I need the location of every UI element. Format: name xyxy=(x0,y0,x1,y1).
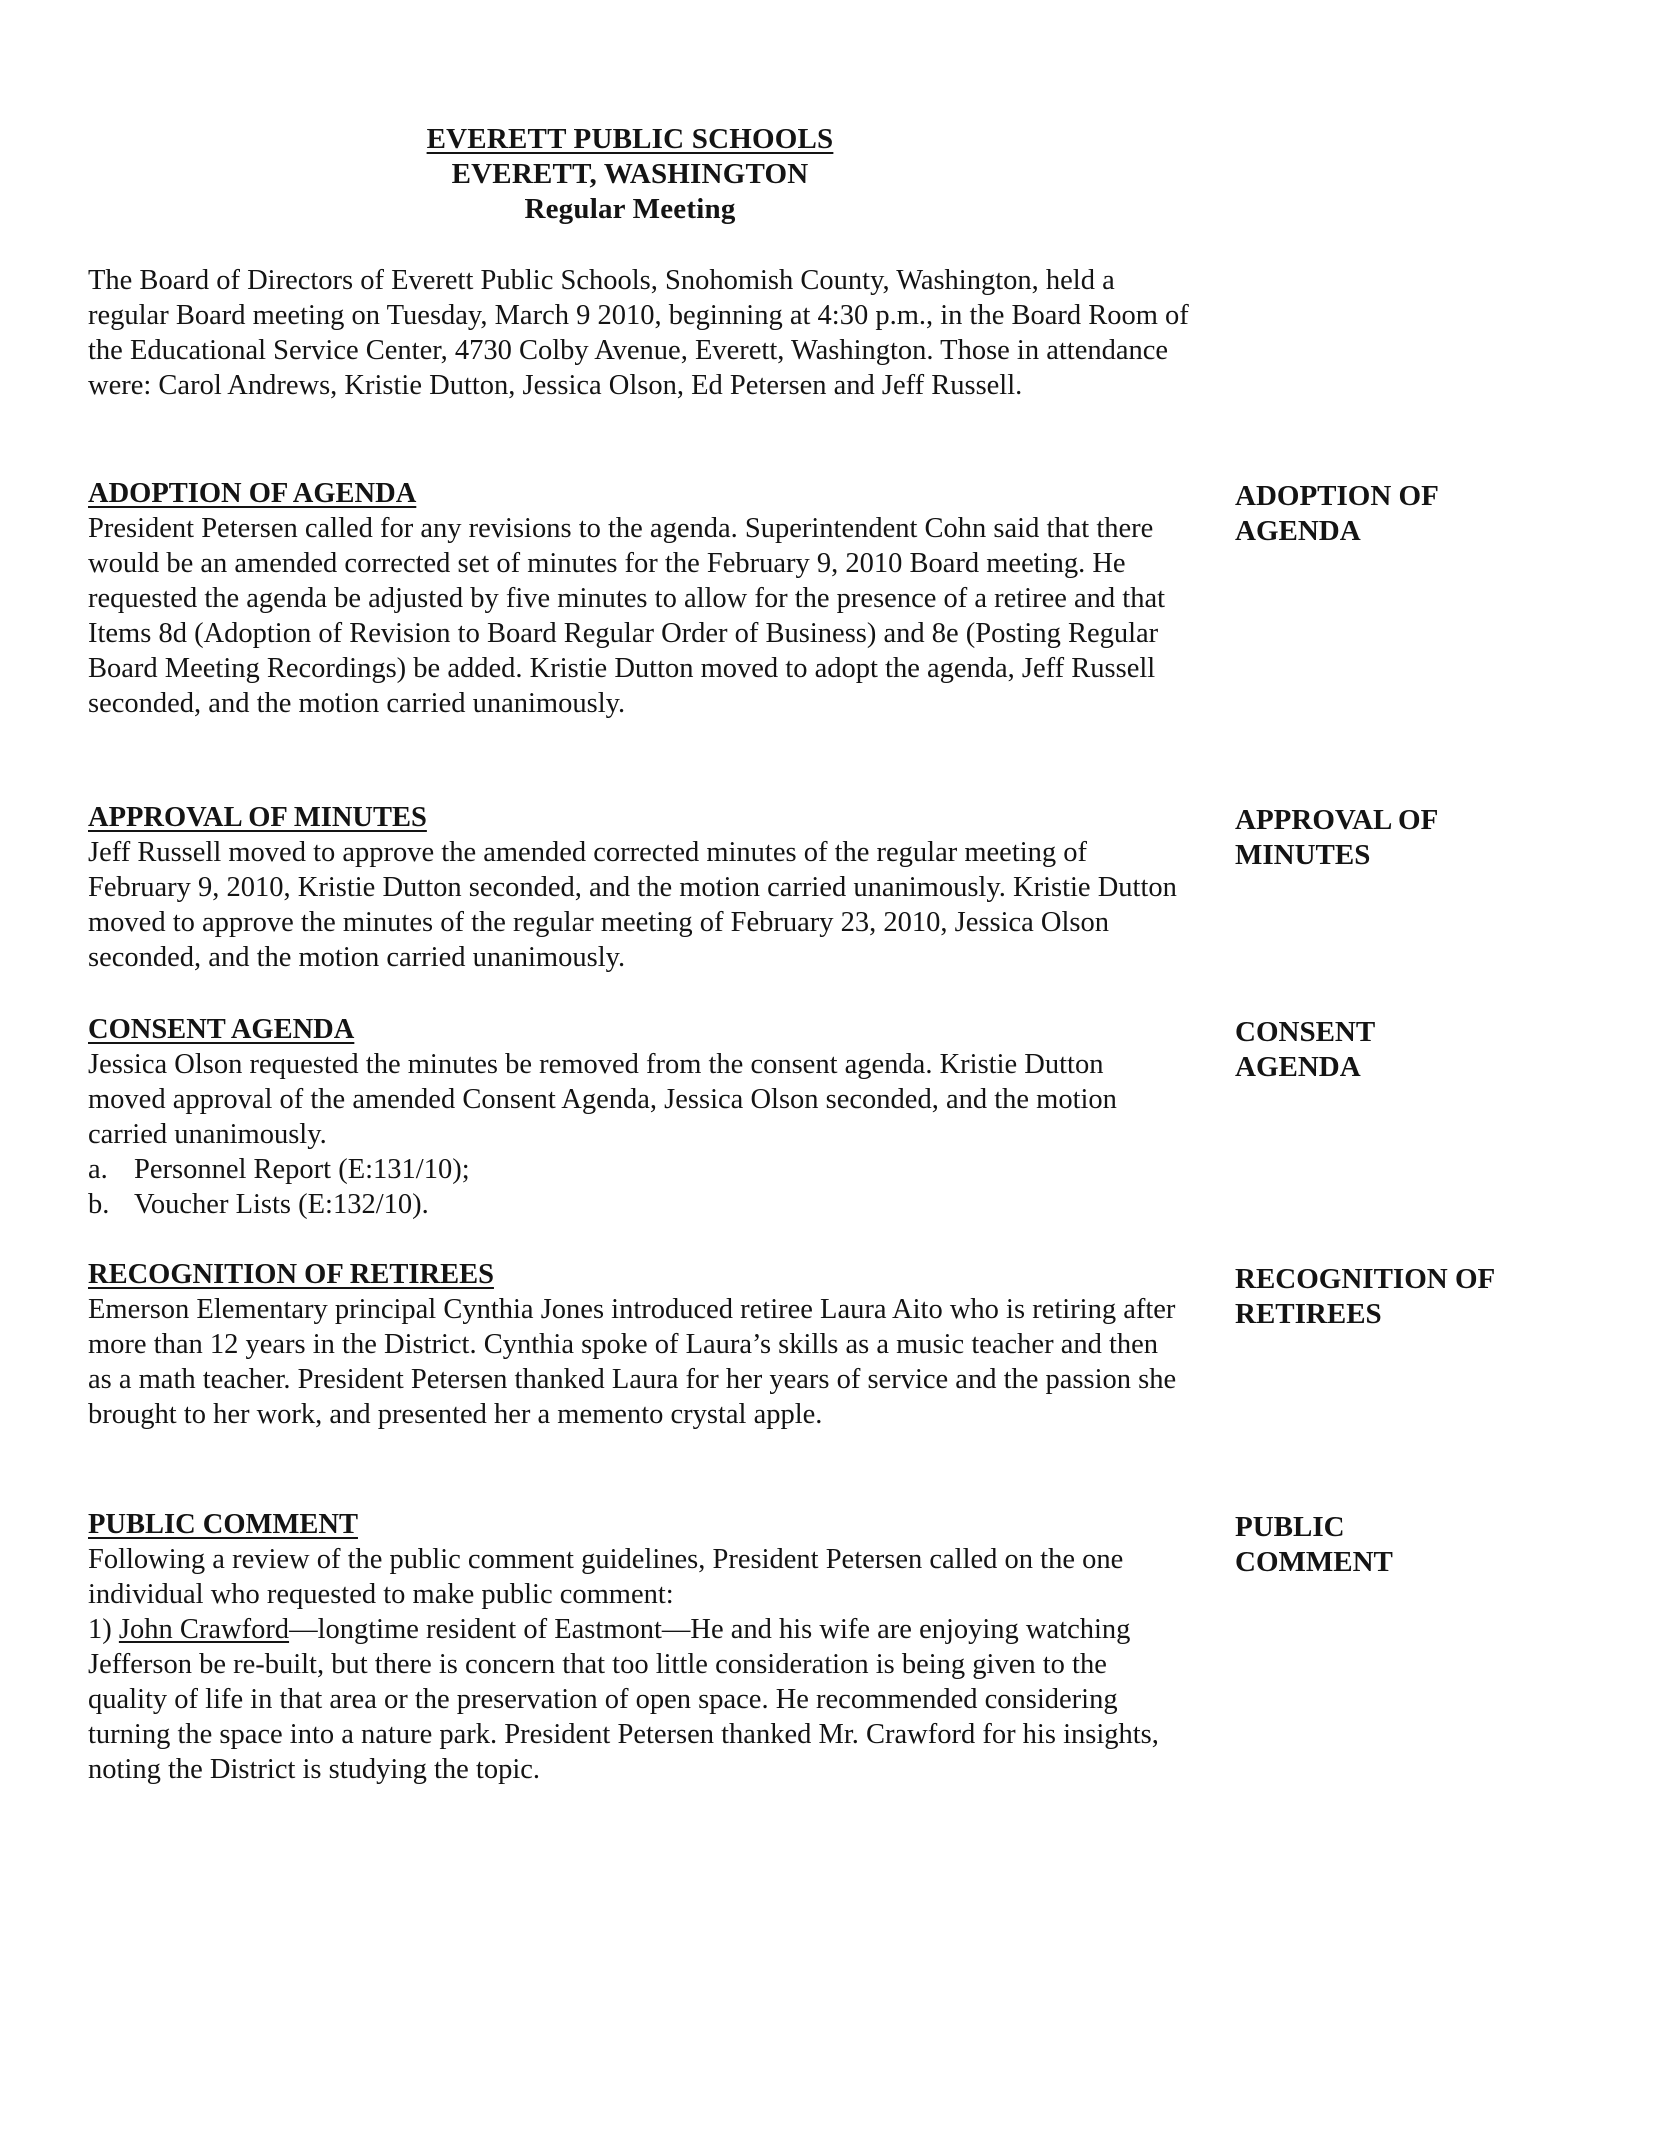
speaker-name: John Crawford xyxy=(118,1614,290,1645)
side-label-line: RECOGNITION OF xyxy=(1235,1263,1496,1295)
section-title: ADOPTION OF AGENDA xyxy=(88,478,417,509)
side-label-line: PUBLIC xyxy=(1235,1511,1345,1543)
list-item xyxy=(88,1152,1188,1187)
section-recognition-of-retirees xyxy=(88,1257,1188,1432)
section-title: CONSENT AGENDA xyxy=(88,1014,355,1045)
side-label-line: MINUTES xyxy=(1235,839,1371,871)
section-body: Following a review of the public comment guidelines, President Petersen called on the one individual who requested to make public comment: xyxy=(88,1544,1124,1610)
side-label-line: CONSENT xyxy=(1235,1016,1376,1048)
section-public-comment xyxy=(88,1507,1188,1787)
section-title: RECOGNITION OF RETIREES xyxy=(88,1259,494,1290)
side-label-adoption-of-agenda xyxy=(1235,479,1535,549)
side-label-line: RETIREES xyxy=(1235,1298,1382,1330)
section-title: PUBLIC COMMENT xyxy=(88,1509,358,1540)
section-approval-of-minutes xyxy=(88,800,1188,975)
side-label-recognition-of-retirees xyxy=(1235,1262,1535,1332)
document-header xyxy=(0,122,1260,227)
section-adoption-of-agenda xyxy=(88,476,1188,721)
list-marker: b. xyxy=(88,1189,110,1220)
side-label-consent-agenda xyxy=(1235,1015,1535,1085)
side-label-line: COMMENT xyxy=(1235,1546,1393,1578)
side-label-line: APPROVAL OF xyxy=(1235,804,1439,836)
list-item xyxy=(88,1187,1188,1222)
side-label-line: ADOPTION OF xyxy=(1235,480,1439,512)
side-label-public-comment xyxy=(1235,1510,1535,1580)
comment-number: 1) xyxy=(88,1614,112,1645)
list-item-text: Personnel Report (E:131/10); xyxy=(134,1154,470,1185)
meeting-type: Regular Meeting xyxy=(524,193,736,225)
section-body: President Petersen called for any revisions to the agenda. Superintendent Cohn said that there would be an amended corrected set of minutes for the February 9, 2010 Board meeting. He requested the agenda be adjusted by five minutes to allow for the presence of a retiree and that Items 8d (Adoption of Revision to Board Regular Order of Business) and 8e (Posting Regular Board Meeting Recordings) be added. Kristie Dutton moved to adopt the agenda, Jeff Russell seconded, and the motion carried unanimously. xyxy=(88,513,1166,719)
public-comment-entry xyxy=(88,1612,1188,1787)
list-item-text: Voucher Lists (E:132/10). xyxy=(134,1189,429,1220)
side-label-line: AGENDA xyxy=(1235,515,1361,547)
intro-paragraph: The Board of Directors of Everett Public Schools, Snohomish County, Washington, held a regular Board meeting on Tuesday, March 9 2010, beginning at 4:30 p.m., in the Board Room of the Educational Service Center, 4730 Colby Avenue, Everett, Washington. Those in attendance were: Carol Andrews, Kristie Dutton, Jessica Olson, Ed Petersen and Jeff Russell. xyxy=(88,265,1189,401)
side-label-line: AGENDA xyxy=(1235,1051,1361,1083)
section-consent-agenda xyxy=(88,1012,1188,1222)
side-label-approval-of-minutes xyxy=(1235,803,1535,873)
section-body: Jeff Russell moved to approve the amended corrected minutes of the regular meeting of February 9, 2010, Kristie Dutton seconded, and the motion carried unanimously. Kristie Dutton moved to approve the minutes of the regular meeting of February 23, 2010, Jessica Olson seconded, and the motion carried unanimously. xyxy=(88,837,1177,973)
district-name: EVERETT PUBLIC SCHOOLS xyxy=(426,123,834,155)
section-body: Emerson Elementary principal Cynthia Jones introduced retiree Laura Aito who is retiring after more than 12 years in the District. Cynthia spoke of Laura’s skills as a music teacher and then as a math teacher. President Petersen thanked Laura for her years of service and the passion she brought to her work, and presented her a memento crystal apple. xyxy=(88,1294,1177,1430)
list-marker: a. xyxy=(88,1154,108,1185)
section-body: Jessica Olson requested the minutes be removed from the consent agenda. Kristie Dutton moved approval of the amended Consent Agenda, Jessica Olson seconded, and the motion carried unanimously. xyxy=(88,1049,1117,1150)
district-location: EVERETT, WASHINGTON xyxy=(451,158,809,190)
section-title: APPROVAL OF MINUTES xyxy=(88,802,427,833)
comment-text: —longtime resident of Eastmont—He and his wife are enjoying watching Jefferson be re-built, but there is concern that too little consideration is being given to the quality of life in that area or the preservation of open space. He recommended considering turning the space into a nature park. President Petersen thanked Mr. Crawford for his insights, noting the District is studying the topic. xyxy=(88,1614,1159,1785)
